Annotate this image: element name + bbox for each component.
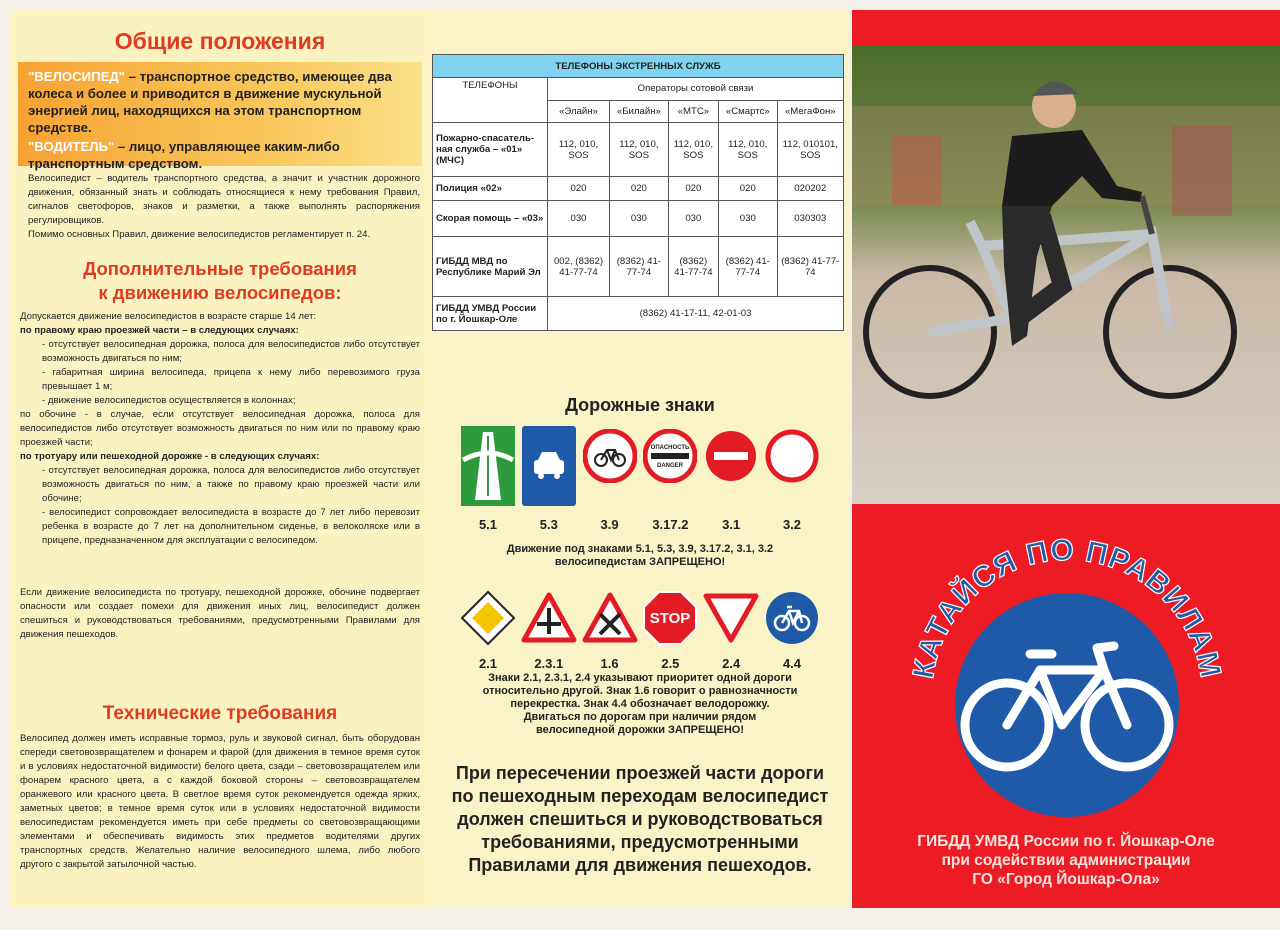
- footer-line1: ГИБДД УМВД России по г. Йошкар-Оле: [917, 833, 1215, 850]
- table-row: [433, 177, 844, 201]
- note2-line4: Двигаться по дорогам при наличии рядом: [523, 711, 757, 723]
- prohibited-note: [460, 543, 820, 569]
- table-cell: 112, 010, SOS: [718, 123, 777, 177]
- crossing-line: должен спешиться и руководствоваться: [457, 809, 823, 829]
- table-cell: 020: [610, 177, 669, 201]
- table-header-operators: Операторы сотовой связи: [548, 78, 844, 101]
- sign-number: 3.9: [600, 517, 619, 532]
- sign-number: 3.1: [722, 517, 741, 532]
- note2-line3: перекрестка. Знак 4.4 обозначает велодорожку.: [510, 698, 770, 710]
- table-cell: (8362) 41-17-11, 42-01-03: [548, 297, 844, 331]
- main-road-sign-icon: [460, 590, 516, 646]
- table-cell: 030: [718, 201, 777, 237]
- note1-line1: Движение под знаками 5.1, 5.3, 3.9, 3.17.2, 3.1, 3.2: [506, 543, 774, 555]
- row-label: ГИБДД УМВД России по г. Йошкар-Оле: [433, 297, 548, 331]
- definition-bicycle: [28, 68, 412, 136]
- sign-number: 1.6: [600, 656, 619, 671]
- table-cell: 030: [610, 201, 669, 237]
- danger-bottom-text: DANGER: [657, 463, 684, 469]
- list-item: Допускается движение велосипедистов в возрасте старше 14 лет:: [20, 311, 317, 322]
- general-title: Общие положения: [114, 28, 326, 54]
- car-road-sign-icon: [521, 428, 577, 484]
- note2-line1: Знаки 2.1, 2.3.1, 2.4 указывают приоритет одной дороги: [488, 672, 792, 684]
- additional-title-line2: к движению велосипедов:: [98, 282, 342, 303]
- list-item: по обочине - в случае, если отсутствует велосипедная дорожка, полоса для велосипедистов либо отсутствует возможность двигаться по ним или по правому краю проезжей части;: [20, 409, 420, 448]
- additional-title: [10, 257, 430, 305]
- list-item: по правому краю проезжей части – в следующих случаях:: [20, 325, 299, 336]
- table-cell: 112, 010, SOS: [610, 123, 669, 177]
- list-item: по тротуару или пешеходной дорожке - в следующих случаях:: [20, 451, 320, 462]
- table-cell: 020: [548, 177, 610, 201]
- table-cell: 030: [548, 201, 610, 237]
- note2-line2: относительно другой. Знак 1.6 говорит о равнозначности: [482, 685, 798, 697]
- crossing-line: по пешеходным переходам велосипедист: [451, 786, 829, 806]
- equal-crossroads-sign-icon: [582, 590, 638, 646]
- table-cell: 030303: [777, 201, 843, 237]
- list-item: - велосипедист сопровождает велосипедиста в возрасте до 7 лет либо перевозит ребенка в возрасте до 7 лет на дополнительном сиденье, в велоколяске или в прицепе, предназначенном для эксплуатации с велосипедом.: [42, 507, 420, 546]
- footer-line3: ГО «Город Йошкар-Ола»: [972, 871, 1160, 888]
- table-caption: ТЕЛЕФОНЫ ЭКСТРЕННЫХ СЛУЖБ: [433, 55, 844, 78]
- list-item: - отсутствует велосипедная дорожка, полоса для велосипедистов либо отсутствует возможность двигаться по ним;: [42, 339, 420, 364]
- row2-numbers: [460, 656, 820, 671]
- danger-top-text: ОПАСНОСТЬ: [651, 445, 690, 451]
- prohibited-signs-row: [460, 428, 820, 484]
- def-driver-text: – лицо, управляющее каким-либо транспортным средством.: [28, 139, 340, 171]
- no-entry-sign-icon: [703, 428, 759, 484]
- motorway-sign-icon: [460, 428, 516, 484]
- cyclist-photo: [852, 46, 1280, 504]
- definition-driver: [28, 138, 412, 172]
- cyclist-p1: Велосипедист – водитель транспортного средства, а значит и участник дорожного движения, обязанный знать и соблюдать относящиеся к нему требования Правил, сигналов светофоров, знаков и разметки, а также выполнять распоряжения регулировщиков.: [28, 173, 420, 226]
- row1-numbers: [460, 517, 820, 532]
- list-item: - габаритная ширина велосипеда, прицепа к нему либо перевозимого груза превышает 1 м;: [42, 367, 420, 392]
- danger-sign-icon: [642, 428, 698, 484]
- table-cell: 112, 010, SOS: [548, 123, 610, 177]
- additional-title-line1: Дополнительные требования: [83, 258, 357, 279]
- technical-paragraph: Велосипед должен иметь исправные тормоз, руль и звуковой сигнал, быть оборудован спереди световозвращателем и фонарем и фарой (для движения в темное время суток и в условиях недостаточной видимости) белого цвета, сзади – световозвращателем или фонарем красного цвета, а с каждой боковой стороны – световозвращателем оранжевого или красного цвета. В светлое время суток рекомендуется одежда ярких, заметных цветов; в темное время суток или в условиях недостаточной видимости велосипедистам рекомендуется иметь при себе предметы со световозвращающими элементами и обеспечивать видимость этих предметов водителями других транспортных средств. Желательно наличие велосипедного шлема, либо любого другого с закрытой затылочной частью.: [20, 733, 420, 870]
- table-cell: (8362) 41-77-74: [610, 237, 669, 297]
- emergency-phones-table: [432, 54, 844, 331]
- table-cell: 020: [718, 177, 777, 201]
- def-bicycle-text: – транспортное средство, имеющее два колеса и более и приводится в движение мускульной энергией лиц, находящихся на этом транспортном средстве.: [28, 69, 392, 135]
- table-cell: 020: [668, 177, 718, 201]
- term-bicycle: "ВЕЛОСИПЕД": [28, 69, 126, 84]
- sign-number: 2.1: [478, 656, 498, 671]
- table-cell: 020202: [777, 177, 843, 201]
- operator-header: «МегаФон»: [777, 100, 843, 123]
- operator-header: «Билайн»: [610, 100, 669, 123]
- cover-panel: [852, 10, 1280, 908]
- cyclist-p2: Помимо основных Правил, движение велосипедистов регламентирует п. 24.: [28, 229, 371, 240]
- table-row: [433, 237, 844, 297]
- list-item: - движение велосипедистов осуществляется в колоннах;: [42, 395, 296, 406]
- bicycle-brand-emblem: [892, 530, 1242, 830]
- priority-signs-row: [460, 590, 820, 646]
- operator-header: «Смартс»: [718, 100, 777, 123]
- table-row: [433, 201, 844, 237]
- middle-panel: [430, 10, 850, 908]
- note1-line2: велосипедистам ЗАПРЕЩЕНО!: [554, 556, 726, 568]
- table-cell: 002, (8362) 41-77-74: [548, 237, 610, 297]
- crossing-line: При пересечении проезжей части дороги: [455, 763, 825, 783]
- definitions-box: [18, 62, 422, 171]
- cover-slogan: КАТАЙСЯ ПО ПРАВИЛАМ: [906, 533, 1228, 682]
- stop-sign-icon: [642, 590, 698, 646]
- row-label: Скорая помощь – «03»: [433, 201, 548, 237]
- table-cell: (8362) 41-77-74: [668, 237, 718, 297]
- pedestrian-paragraph: Если движение велосипедиста по тротуару, пешеходной дорожке, обочине подвергает опасности или создает помехи для движения иных лиц, велосипедист должен спешиться и руководствоваться требованиями, предусмотренными Правилами для движения пешеходов.: [20, 587, 420, 640]
- left-panel: [10, 10, 430, 908]
- give-way-sign-icon: [703, 590, 759, 646]
- additional-list: [20, 310, 420, 548]
- note2-line5: велосипедной дорожки ЗАПРЕЩЕНО!: [535, 724, 745, 736]
- no-bicycles-sign-icon: [582, 428, 638, 484]
- cyclist-paragraph: [28, 172, 420, 242]
- sign-number: 5.3: [539, 517, 558, 532]
- term-driver: "ВОДИТЕЛЬ": [28, 139, 115, 154]
- operator-header: «Элайн»: [548, 100, 610, 123]
- technical-title: Технические требования: [102, 703, 338, 724]
- table-cell: 112, 010, SOS: [668, 123, 718, 177]
- stop-text: STOP: [650, 610, 691, 627]
- footer-line2: при содействии администрации: [941, 852, 1191, 869]
- crossing-line: Правилами для движения пешеходов.: [468, 855, 812, 875]
- row-label: Пожарно-спасатель-ная служба – «01» (МЧС): [433, 123, 548, 177]
- sign-number: 3.2: [782, 517, 802, 532]
- table-row: [433, 297, 844, 331]
- sign-number: 2.3.1: [534, 656, 564, 671]
- priority-note: [460, 672, 820, 737]
- list-item: - отсутствует велосипедная дорожка, полоса для велосипедистов либо отсутствует возможность двигаться по ним, а также по правому краю проезжей части или обочине;: [42, 465, 420, 504]
- table-cell: (8362) 41-77-74: [718, 237, 777, 297]
- sign-number: 3.17.2: [652, 517, 689, 532]
- cover-footer: [852, 832, 1280, 889]
- sign-number: 2.4: [722, 656, 741, 671]
- table-cell: (8362) 41-77-74: [777, 237, 843, 297]
- row-label: ГИБДД МВД по Республике Марий Эл: [433, 237, 548, 297]
- no-traffic-sign-icon: [764, 428, 820, 484]
- table-header-phones: ТЕЛЕФОНЫ: [433, 78, 548, 123]
- table-row: [433, 123, 844, 177]
- crossing-line: требованиями, предусмотренными: [481, 832, 799, 852]
- intersection-sign-icon: [521, 590, 577, 646]
- road-signs-title: Дорожные знаки: [565, 395, 715, 415]
- table-cell: 030: [668, 201, 718, 237]
- operator-header: «МТС»: [668, 100, 718, 123]
- sign-number: 5.1: [478, 517, 498, 532]
- crossing-rule-text: [430, 762, 850, 877]
- sign-number: 2.5: [661, 656, 680, 671]
- sign-number: 4.4: [782, 656, 802, 671]
- table-cell: 112, 010101, SOS: [777, 123, 843, 177]
- row-label: Полиция «02»: [433, 177, 548, 201]
- bicycle-path-sign-icon: [764, 590, 820, 646]
